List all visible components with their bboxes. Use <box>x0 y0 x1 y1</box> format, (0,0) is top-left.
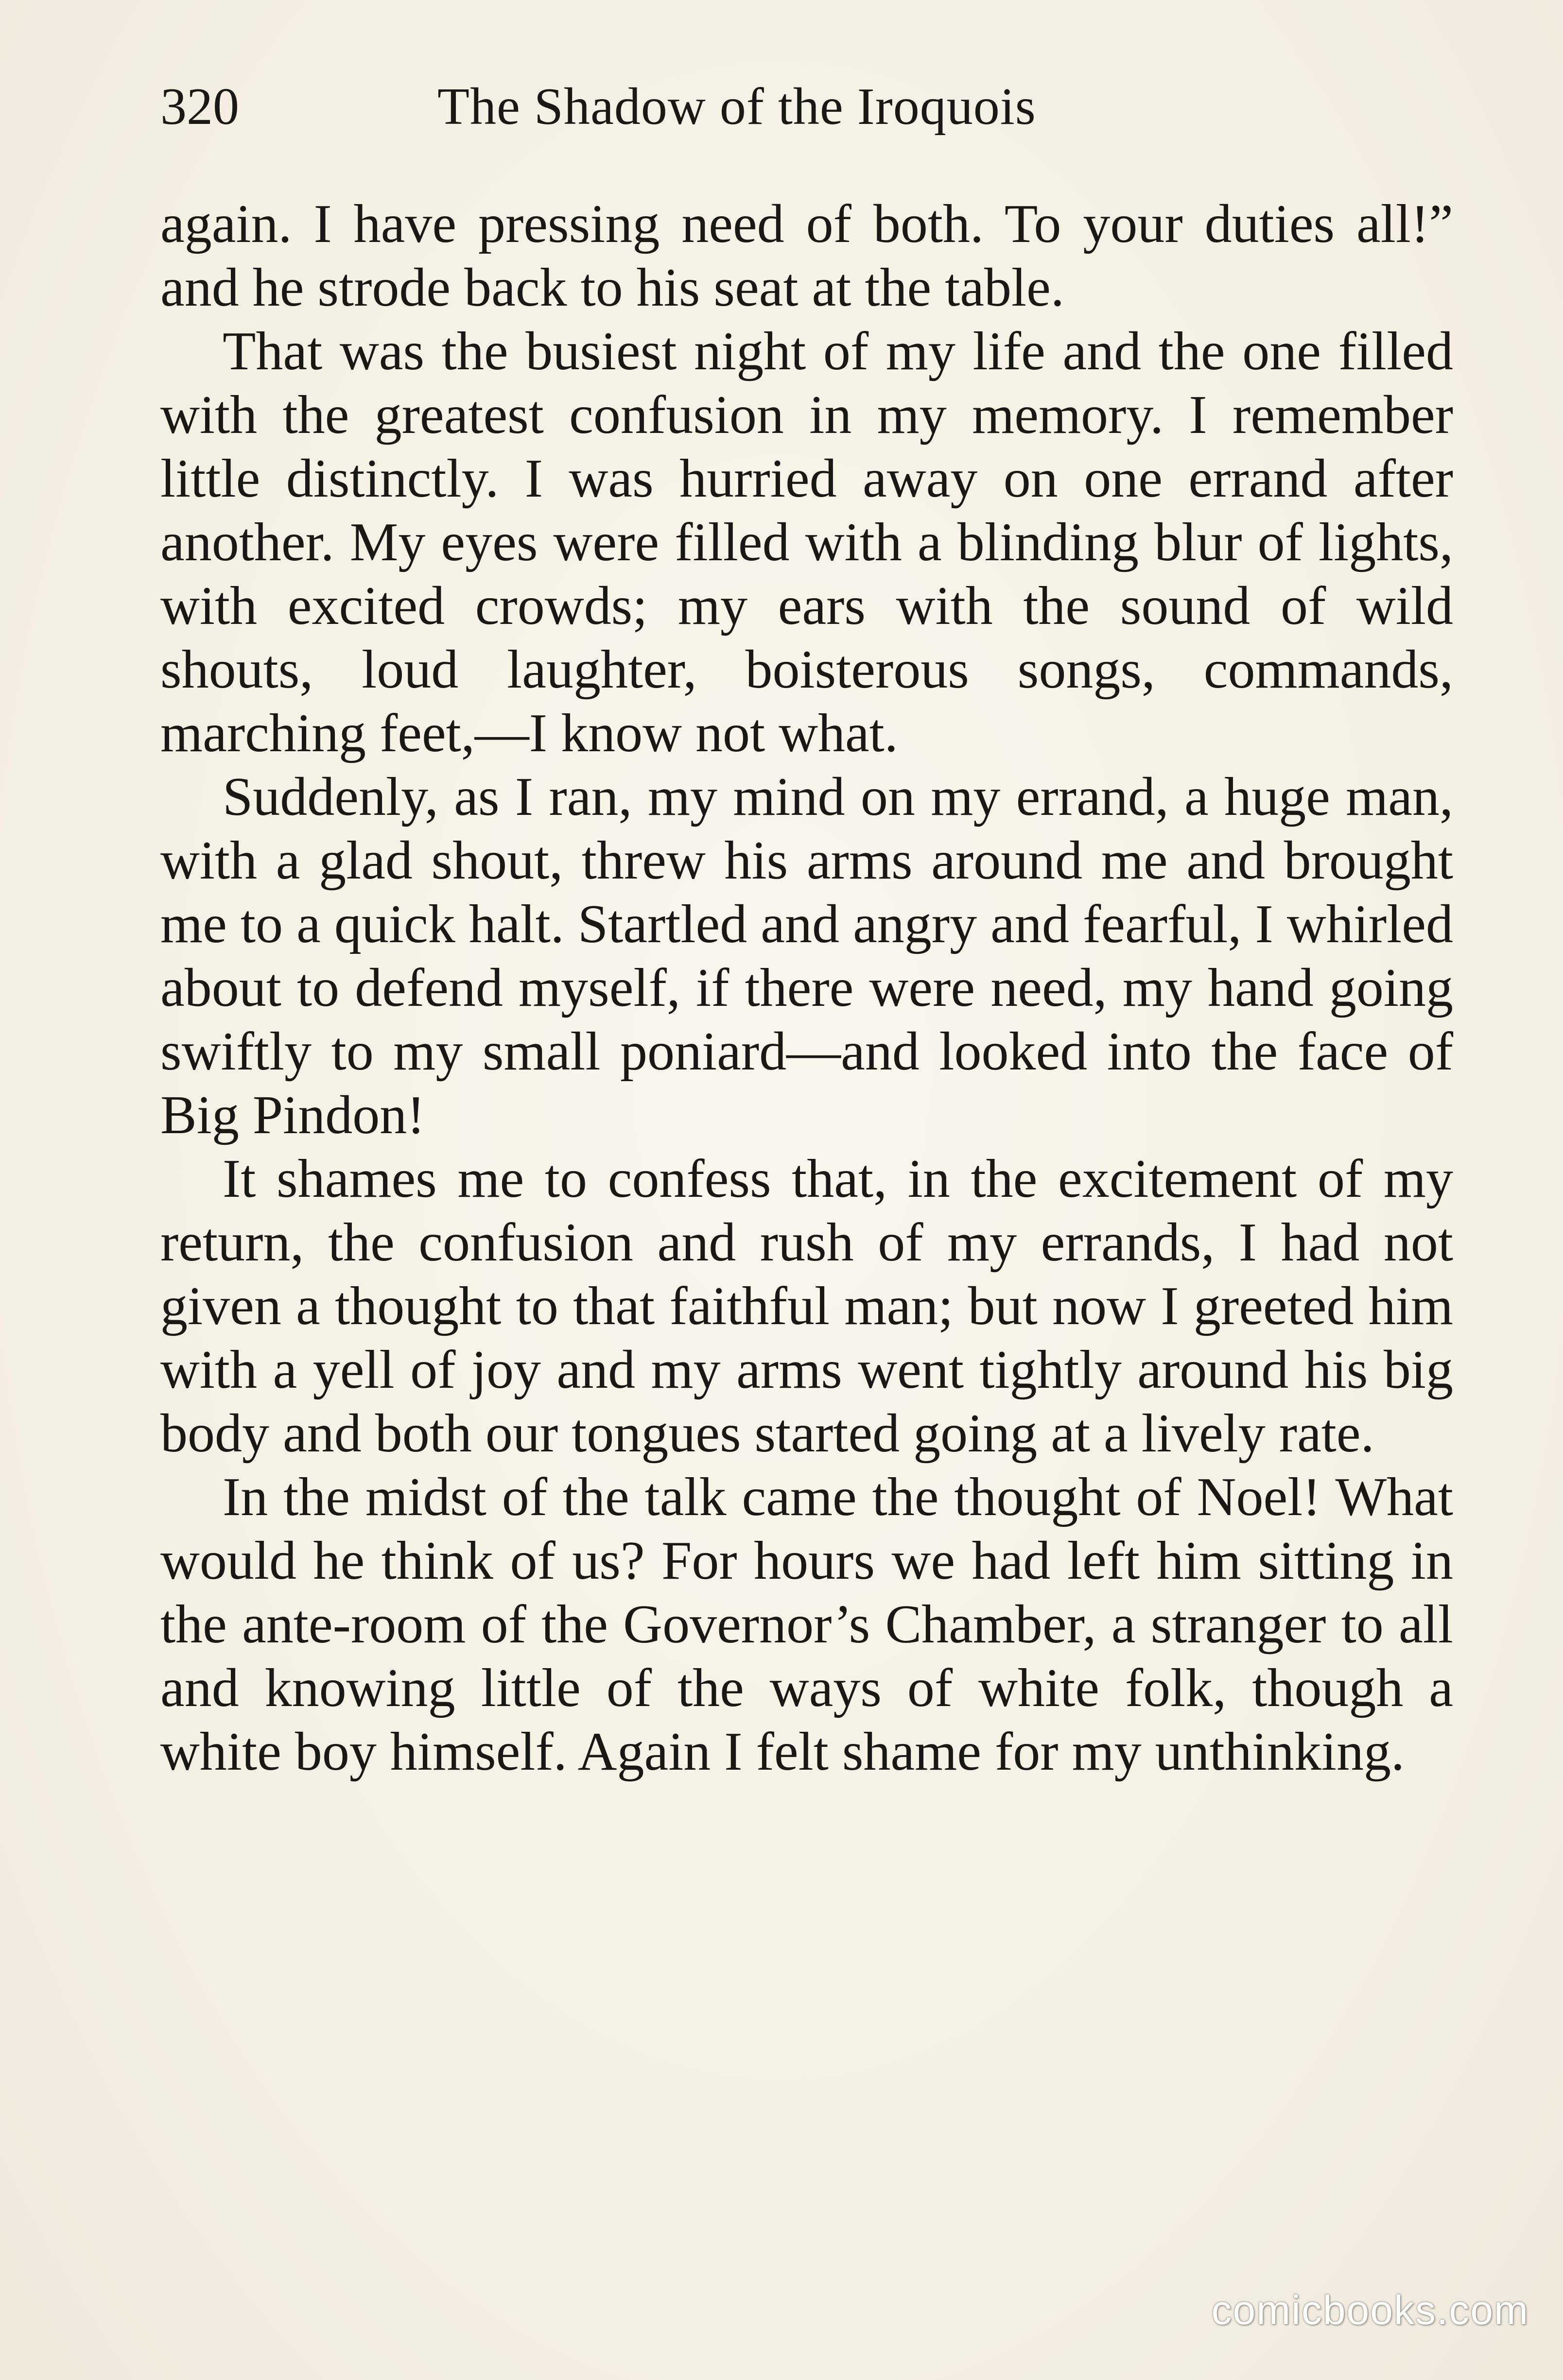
paragraph-continuation: again. I have pressing need of both. To your duties all!” and he strode back to his seat at the table. <box>160 194 1453 318</box>
paragraph-big-pindon: Suddenly, as I ran, my mind on my errand, a huge man, with a glad shout, threw his arms around me and brought me to a quick halt. Startled and angry and fearful, I whirled about to defend myself, if there were need, my hand going swiftly to my small poniard—and looked into the face of Big Pindon! <box>160 767 1453 1145</box>
watermark: comicbooks.com <box>1211 2287 1529 2333</box>
paragraph-busiest-night: That was the busiest night of my life and the one filled with the greatest confusion in my memory. I remember little distinctly. I was hurried away on one errand after another. My eyes were filled with a blinding blur of lights, with excited crowds; my ears with the sound of wild shouts, loud laughter, boisterous songs, commands, marching feet,—I know not what. <box>160 321 1453 763</box>
page-number: 320 <box>160 78 239 136</box>
body-text <box>160 192 1453 1784</box>
running-head <box>160 73 1473 141</box>
paragraph-noel: In the midst of the talk came the thought of Noel! What would he think of us? For hours we had left him sitting in the ante-room of the Governor’s Chamber, a stranger to all and knowing little of the ways of white folk, though a white boy himself. Again I felt shame for my unthinking. <box>160 1467 1453 1782</box>
book-title: The Shadow of the Iroquois <box>437 78 1036 136</box>
paragraph-confession: It shames me to confess that, in the excitement of my return, the confusion and rush of my errands, I had not given a thought to that faithful man; but now I greeted him with a yell of joy and my arms went tightly around his big body and both our tongues started going at a lively rate. <box>160 1149 1453 1464</box>
